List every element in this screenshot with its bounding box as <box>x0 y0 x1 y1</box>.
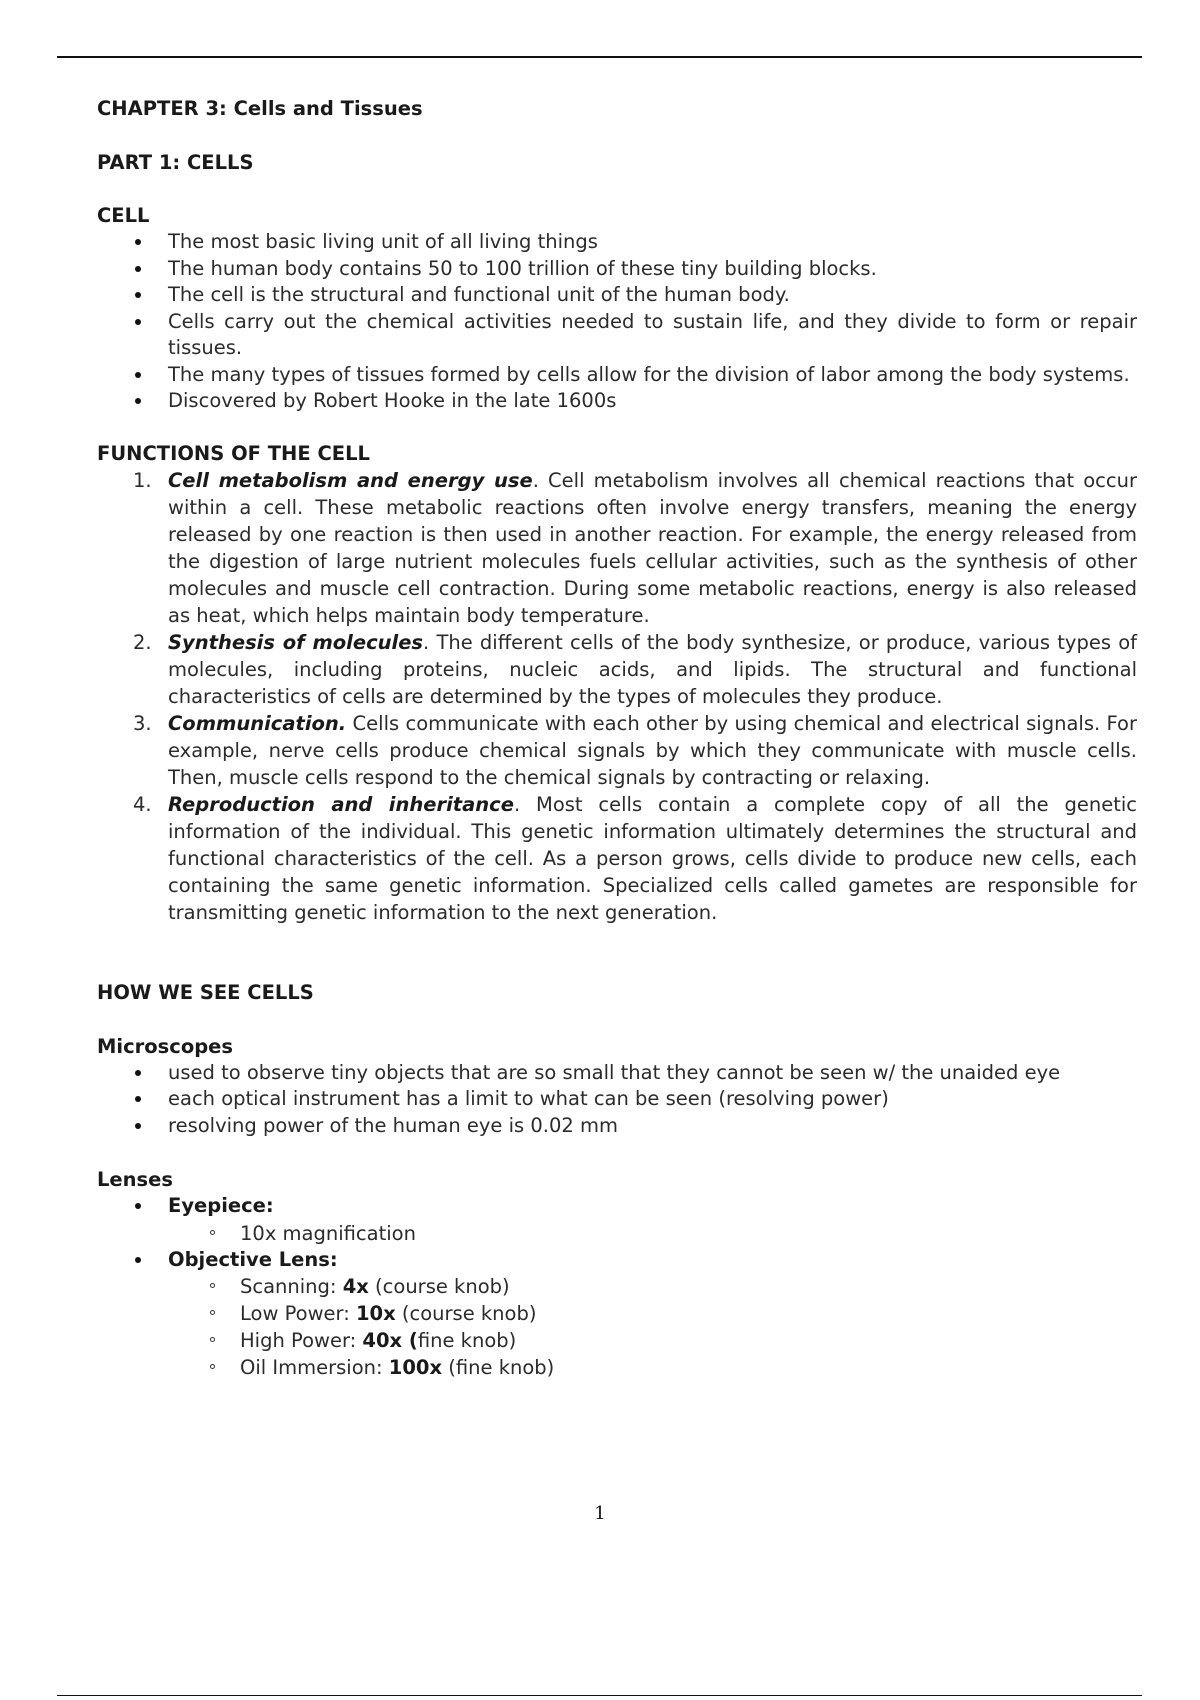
bullet-icon <box>135 319 141 325</box>
list-item: Low Power: 10x (course knob) <box>97 1300 1137 1327</box>
function-item <box>97 710 1137 791</box>
function-text: Cells communicate with each other by using chemical and electrical signals. For example, nerve cells produce chemical signals by which they communicate with muscle cells. Then, muscle cells respond to the chemical signals by contracting or relaxing. <box>168 711 1137 789</box>
list-item: resolving power of the human eye is 0.02 mm <box>97 1113 1137 1140</box>
circle-bullet-icon <box>210 1230 215 1235</box>
bullet-icon <box>135 266 141 272</box>
list-item: The cell is the structural and functional unit of the human body. <box>97 282 1137 309</box>
cell-section <box>97 203 1137 415</box>
functions-section <box>97 441 1137 926</box>
list-item: used to observe tiny objects that are so small that they cannot be seen w/ the unaided eye <box>97 1060 1137 1087</box>
item-number: 1. <box>133 468 152 492</box>
circle-bullet-icon <box>210 1310 215 1315</box>
bullet-icon <box>135 1203 141 1209</box>
function-item: 4. Reproduction and inheritance. Most cells contain a complete copy of all the genetic information of the individual. This genetic information ultimately determines the structural and functional characteristics of the cell. As a person grows, cells divide to produce new cells, each containing the same genetic information. Specialized cells called gametes are responsible for transmitting genetic information to the next generation. <box>133 792 1138 924</box>
microscopes-heading: Microscopes <box>97 1034 234 1058</box>
bullet-icon <box>135 398 141 404</box>
list-item: The many types of tissues formed by cells allow for the division of labor among the body systems. <box>97 362 1137 389</box>
list-item: 10x magnification <box>97 1220 1137 1247</box>
function-text: The different cells of the body synthesize, or produce, various types of molecules, including proteins, nucleic acids, and lipids. The structural and functional characteristics of cells are determined by the types of molecules they produce. <box>168 630 1137 708</box>
function-title: Communication. <box>168 711 347 735</box>
bullet-icon <box>135 292 141 298</box>
functions-heading: FUNCTIONS OF THE CELL <box>97 441 370 465</box>
page-number: 1 <box>594 1503 606 1524</box>
objective-bullet-list <box>97 1247 1137 1274</box>
list-item: Scanning: 4x (course knob) <box>97 1273 1137 1300</box>
bullet-icon <box>135 1070 141 1076</box>
lenses-heading: Lenses <box>97 1168 173 1191</box>
item-number: 4. <box>133 792 152 816</box>
function-text: Cell metabolism involves all chemical reactions that occur within a cell. These metabolic reactions often involve energy transfers, meaning the energy released by one reaction is then used in another reaction. For example, the energy released from the digestion of large nutrient molecules fuels cellular activities, such as the synthesis of other molecules and muscle cell contraction. During some metabolic reactions, energy is also released as heat, which helps maintain body temperature. <box>168 468 1137 627</box>
list-item <box>97 1193 1137 1220</box>
eyepiece-label: Eyepiece: <box>168 1194 274 1217</box>
top-rule <box>57 56 1142 58</box>
objective-label: Objective Lens: <box>168 1247 338 1271</box>
objective-sublist <box>97 1273 1137 1381</box>
function-title: Reproduction and inheritance <box>168 792 514 816</box>
how-we-see-heading: HOW WE SEE CELLS <box>97 980 314 1004</box>
function-item: 1. Cell metabolism and energy use. Cell metabolism involves all chemical reactions that occur within a cell. These metabolic reactions often involve energy transfers, meaning the energy released by one reaction is then used in another reaction. For example, the energy released from the digestion of large nutrient molecules fuels cellular activities, such as the synthesis of other molecules and muscle cell contraction. During some metabolic reactions, energy is also released as heat, which helps maintain body temperature. <box>133 468 1137 627</box>
cell-heading: CELL <box>97 204 150 227</box>
list-item: Cells carry out the chemical activities needed to sustain life, and they divide to form or repair tissues. <box>97 309 1137 362</box>
part-title: PART 1: CELLS <box>97 151 254 174</box>
list-item: Discovered by Robert Hooke in the late 1600s <box>97 388 1137 415</box>
microscopes-section <box>97 1034 1137 1140</box>
bottom-rule <box>57 1695 1142 1696</box>
circle-bullet-icon <box>210 1283 215 1288</box>
list-item: each optical instrument has a limit to what can be seen (resolving power) <box>97 1086 1137 1113</box>
bullet-icon <box>135 372 141 378</box>
functions-list <box>97 467 1137 926</box>
bullet-icon <box>135 239 141 245</box>
item-number: 3. <box>133 711 152 735</box>
function-title: Synthesis of molecules <box>168 630 424 654</box>
list-item: Oil Immersion: 100x (fine knob) <box>97 1354 1137 1381</box>
chapter-title: CHAPTER 3: Cells and Tissues <box>97 97 423 120</box>
lenses-bullet-list <box>97 1193 1137 1220</box>
microscopes-bullet-list <box>97 1060 1137 1140</box>
function-title: Cell metabolism and energy use <box>168 468 533 492</box>
lenses-section <box>97 1167 1137 1381</box>
cell-bullet-list <box>97 229 1137 415</box>
list-item <box>97 1247 1137 1274</box>
circle-bullet-icon <box>210 1337 215 1342</box>
list-item: The human body contains 50 to 100 trillion of these tiny building blocks. <box>97 256 1137 283</box>
bullet-icon <box>135 1257 141 1263</box>
item-number: 2. <box>133 630 152 654</box>
eyepiece-sublist <box>97 1220 1137 1247</box>
function-text: Most cells contain a complete copy of all the genetic information of the individual. This genetic information ultimately determines the structural and functional characteristics of the cell. As a person grows, cells divide to produce new cells, each containing the same genetic information. Specialized cells called gametes are responsible for transmitting genetic information to the next generation. <box>168 792 1138 924</box>
bullet-icon <box>135 1123 141 1129</box>
list-item: The most basic living unit of all living things <box>97 229 1137 256</box>
document-body <box>97 96 1137 1381</box>
function-item: 2. Synthesis of molecules. The different cells of the body synthesize, or produce, various types of molecules, including proteins, nucleic acids, and lipids. The structural and functional characteristics of cells are determined by the types of molecules they produce. <box>133 630 1137 708</box>
bullet-icon <box>135 1096 141 1102</box>
list-item: High Power: 40x (fine knob) <box>97 1327 1137 1354</box>
circle-bullet-icon <box>210 1364 215 1369</box>
